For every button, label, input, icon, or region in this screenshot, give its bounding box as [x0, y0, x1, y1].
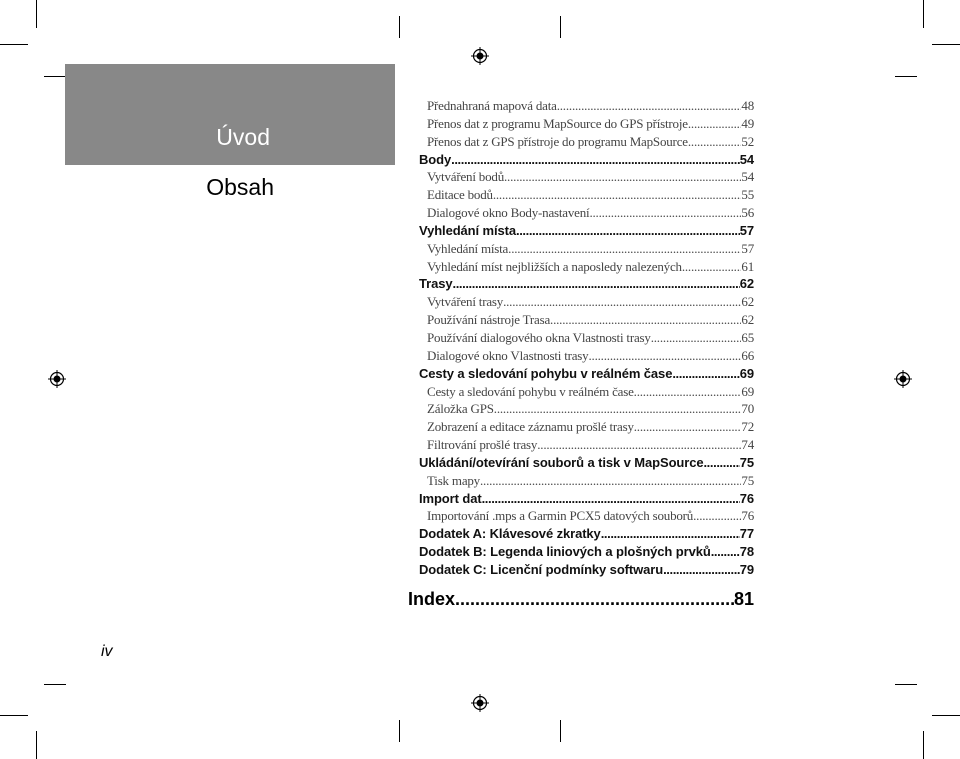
toc-entry — [419, 490, 754, 508]
toc-entry-page: 66 — [741, 347, 754, 363]
toc-leader-dots — [672, 365, 739, 383]
toc-entry — [419, 168, 754, 186]
toc-entry — [419, 543, 754, 561]
toc-entry-page: 70 — [741, 401, 754, 417]
toc-leader-dots — [557, 97, 742, 115]
toc-leader-dots — [711, 543, 740, 561]
toc-entry-page: 75 — [739, 454, 754, 470]
toc-leader-dots — [480, 472, 741, 490]
registration-mark-icon — [894, 370, 912, 388]
toc-leader-dots — [537, 436, 741, 454]
toc-entry-title: Filtrování prošlé trasy — [427, 437, 538, 453]
toc-leader-dots — [494, 400, 742, 418]
toc-entry-page: 49 — [741, 115, 754, 131]
toc-entry-page: 54 — [739, 151, 754, 167]
toc-entry-title: Editace bodů — [427, 187, 493, 203]
table-of-contents — [408, 97, 754, 611]
toc-leader-dots — [588, 347, 741, 365]
toc-leader-dots — [663, 561, 740, 579]
crop-mark — [560, 16, 561, 38]
toc-leader-dots — [550, 311, 741, 329]
toc-entry-page: 69 — [739, 365, 754, 381]
page-number: iv — [101, 643, 113, 660]
toc-leader-dots — [682, 258, 742, 276]
toc-entry-title: Vyhledání místa — [427, 240, 509, 256]
toc-leader-dots — [482, 490, 740, 508]
toc-entry — [419, 436, 754, 454]
toc-entry-title: Zobrazení a editace záznamu prošlé trasy — [427, 419, 634, 435]
toc-entry-title: Dodatek C: Licenční podmínky softwaru — [419, 561, 664, 577]
toc-entry — [419, 418, 754, 436]
toc-entry-title: Dialogové okno Body-nastavení — [427, 205, 590, 221]
crop-mark — [932, 715, 960, 716]
toc-leader-dots — [703, 454, 739, 472]
toc-leader-dots — [451, 151, 740, 169]
toc-entry — [419, 151, 754, 169]
toc-entry-page: 69 — [741, 383, 754, 399]
toc-leader-dots — [634, 383, 742, 401]
toc-leader-dots — [651, 329, 742, 347]
toc-leader-dots — [503, 293, 741, 311]
toc-entry-page: 57 — [741, 240, 754, 256]
toc-entry-title: Vyhledání míst nejbližších a naposledy nalezených — [427, 258, 682, 274]
toc-entry-page: 61 — [741, 258, 754, 274]
crop-mark — [44, 684, 66, 685]
toc-entry — [408, 587, 754, 611]
crop-mark — [0, 715, 28, 716]
toc-entry-page: 76 — [739, 490, 754, 506]
toc-entry-title: Dodatek A: Klávesové zkratky — [419, 526, 601, 542]
crop-mark — [895, 684, 917, 685]
toc-entry — [419, 133, 754, 151]
toc-entry-page: 57 — [739, 222, 754, 238]
toc-entry-title: Přednahraná mapová data — [427, 98, 557, 113]
toc-entry-title: Ukládání/otevírání souborů a tisk v MapSource — [419, 454, 704, 470]
crop-mark — [44, 76, 66, 77]
crop-mark — [0, 44, 28, 45]
crop-mark — [399, 16, 400, 38]
section-subtitle: Obsah — [206, 174, 274, 200]
toc-leader-dots — [452, 275, 739, 293]
toc-entry-page: 54 — [741, 169, 754, 185]
toc-leader-dots — [601, 525, 740, 543]
toc-entry-title: Cesty a sledování pohybu v reálném čase — [427, 383, 634, 399]
toc-entry — [419, 383, 754, 401]
toc-entry — [419, 275, 754, 293]
toc-entry-page: 62 — [741, 312, 754, 328]
toc-leader-dots — [693, 507, 741, 525]
toc-entry-page: 72 — [741, 419, 754, 435]
toc-entry-page: 55 — [741, 187, 754, 203]
toc-entry-title: Používání dialogového okna Vlastnosti trasy — [427, 329, 651, 345]
toc-leader-dots — [634, 418, 742, 436]
toc-entry — [419, 365, 754, 383]
toc-entry-title: Přenos dat z programu MapSource do GPS přístroje — [427, 115, 688, 131]
toc-entry-page: 76 — [741, 508, 754, 524]
crop-mark — [560, 720, 561, 742]
toc-entry-title: Importování .mps a Garmin PCX5 datových souborů — [427, 508, 694, 524]
toc-entry-page: 75 — [741, 472, 754, 488]
toc-entry — [419, 454, 754, 472]
toc-leader-dots — [455, 587, 734, 611]
toc-leader-dots — [688, 115, 742, 133]
toc-entry — [419, 507, 754, 525]
toc-leader-dots — [493, 186, 742, 204]
toc-leader-dots — [504, 168, 741, 186]
toc-entry — [419, 347, 754, 365]
toc-entry-page: 79 — [739, 561, 754, 577]
toc-entry — [419, 222, 754, 240]
toc-entry-page: 52 — [741, 133, 754, 149]
toc-entry-page: 65 — [741, 329, 754, 345]
toc-entry — [419, 400, 754, 418]
toc-entry-title: Přenos dat z GPS přístroje do programu MapSource — [427, 133, 688, 149]
toc-entry — [419, 240, 754, 258]
toc-entry-page: 48 — [741, 98, 754, 113]
toc-leader-dots — [508, 240, 741, 258]
toc-entry-title: Body — [419, 151, 452, 167]
toc-entry-page: 81 — [733, 588, 754, 609]
toc-entry-title: Dialogové okno Vlastnosti trasy — [427, 347, 589, 363]
crop-mark — [932, 44, 960, 45]
toc-entry — [419, 311, 754, 329]
toc-entry-title: Vyhledání místa — [419, 222, 516, 238]
toc-leader-dots — [688, 133, 742, 151]
toc-entry-title: Záložka GPS — [427, 401, 494, 417]
crop-mark — [895, 76, 917, 77]
toc-entry-title: Dodatek B: Legenda liniových a plošných prvků — [419, 544, 711, 560]
crop-mark — [399, 720, 400, 742]
toc-leader-dots — [516, 222, 740, 240]
toc-entry-title: Import dat — [419, 490, 482, 506]
toc-entry — [419, 115, 754, 133]
toc-entry-page: 77 — [739, 526, 754, 542]
toc-entry — [419, 472, 754, 490]
toc-entry — [419, 329, 754, 347]
toc-entry-title: Vytváření trasy — [427, 294, 504, 310]
toc-entry — [419, 204, 754, 222]
toc-entry — [419, 97, 754, 115]
toc-entry — [419, 258, 754, 276]
toc-entry — [419, 293, 754, 311]
toc-entry — [419, 525, 754, 543]
registration-mark-icon — [471, 694, 489, 712]
toc-entry-title: Cesty a sledování pohybu v reálném čase — [419, 365, 673, 381]
toc-entry-page: 74 — [741, 437, 754, 453]
crop-mark — [923, 731, 924, 759]
crop-mark — [36, 731, 37, 759]
toc-entry-title: Používání nástroje Trasa — [427, 312, 551, 328]
toc-entry-title: Vytváření bodů — [427, 169, 504, 185]
toc-entry — [419, 561, 754, 579]
toc-entry-title: Index — [408, 588, 456, 609]
crop-mark — [36, 0, 37, 28]
section-title: Úvod — [216, 124, 270, 150]
toc-entry-page: 56 — [741, 205, 754, 221]
toc-entry — [419, 186, 754, 204]
registration-mark-icon — [471, 47, 489, 65]
registration-mark-icon — [48, 370, 66, 388]
toc-entry-page: 78 — [739, 544, 754, 560]
toc-entry-page: 62 — [741, 294, 754, 310]
toc-entry-title: Tisk mapy — [427, 472, 480, 488]
toc-leader-dots — [589, 204, 741, 222]
toc-entry-page: 62 — [739, 276, 754, 292]
crop-mark — [923, 0, 924, 28]
toc-entry-title: Trasy — [419, 276, 453, 292]
